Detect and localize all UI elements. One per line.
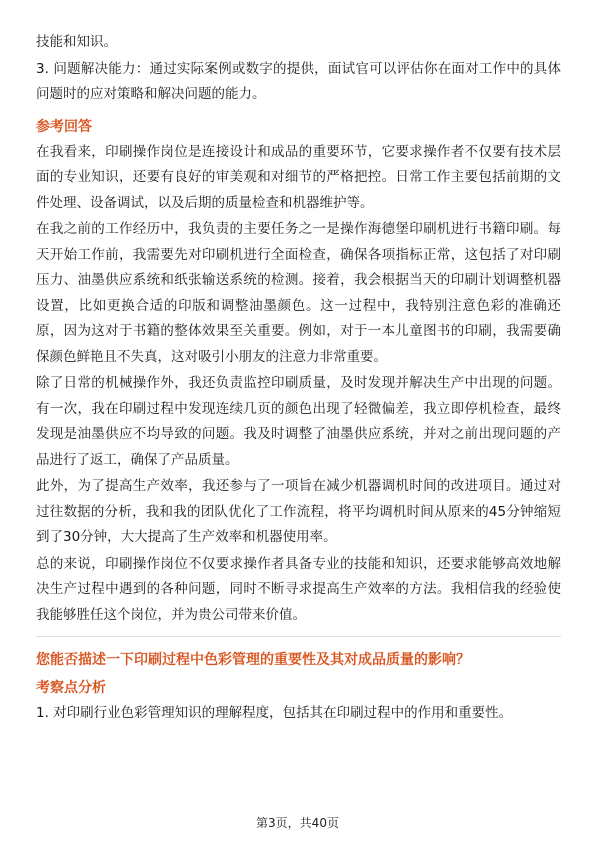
reference-answer-heading: 参考回答 [36, 118, 92, 135]
analysis-heading: 考察点分析 [36, 680, 106, 696]
analysis-item-1: 1. 对印刷行业色彩管理知识的理解程度，包括其在印刷过程中的作用和重要性。 [36, 705, 513, 721]
answer-paragraph-5: 总的来说，印刷操作岗位不仅要求操作者具备专业的技能和知识，还要求能够高效地解决生产过程中遇到的各种问题，同时不断寻求提高生产效率的方法。我相信我的经验使我能够胜任这个岗位，并为贵公司带来价值。 [36, 555, 561, 623]
page-content [36, 30, 561, 728]
paragraph-point-3: 3. 问题解决能力：通过实际案例或数字的提供，面试官可以评估你在面对工作中的具体问题时的应对策略和解决问题的能力。 [36, 60, 561, 102]
page-footer: 第3页，共40页 [256, 816, 339, 830]
section-divider [36, 636, 561, 637]
answer-paragraph-3: 除了日常的机械操作外，我还负责监控印刷质量，及时发现并解决生产中出现的问题。有一次，我在印刷过程中发现连续几页的颜色出现了轻微偏差，我立即停机检查，最终发现是油墨供应不均导致的问题。我及时调整了油墨供应系统，并对之前出现问题的产品进行了返工，确保了产品质量。 [36, 375, 561, 468]
answer-paragraph-1: 在我看来，印刷操作岗位是连接设计和成品的重要环节，它要求操作者不仅要有技术层面的专业知识，还要有良好的审美观和对细节的严格把控。日常工作主要包括前期的文件处理、设备调试，以及后期的质量检查和机器维护等。 [36, 143, 561, 211]
answer-paragraph-4: 此外，为了提高生产效率，我还参与了一项旨在减少机器调机时间的改进项目。通过对过往数据的分析，我和我的团队优化了工作流程，将平均调机时间从原来的45分钟缩短到了30分钟，大大提高了生产效率和机器使用率。 [36, 478, 561, 545]
paragraph-continued: 技能和知识。 [36, 34, 117, 50]
answer-paragraph-2: 在我之前的工作经历中，我负责的主要任务之一是操作海德堡印刷机进行书籍印刷。每天开始工作前，我需要先对印刷机进行全面检查，确保各项指标正常，这包括了对印刷压力、油墨供应系统和纸张输送系统的检测。接着，我会根据当天的印刷计划调整机器设置，比如更换合适的印版和调整油墨颜色。这一过程中，我特别注意色彩的准确还原，因为这对于书籍的整体效果至关重要。例如，对于一本儿童图书的印刷，我需要确保颜色鲜艳且不失真，这对吸引小朋友的注意力非常重要。 [36, 221, 561, 365]
next-question-heading: 您能否描述一下印刷过程中色彩管理的重要性及其对成品质量的影响？ [36, 652, 470, 668]
